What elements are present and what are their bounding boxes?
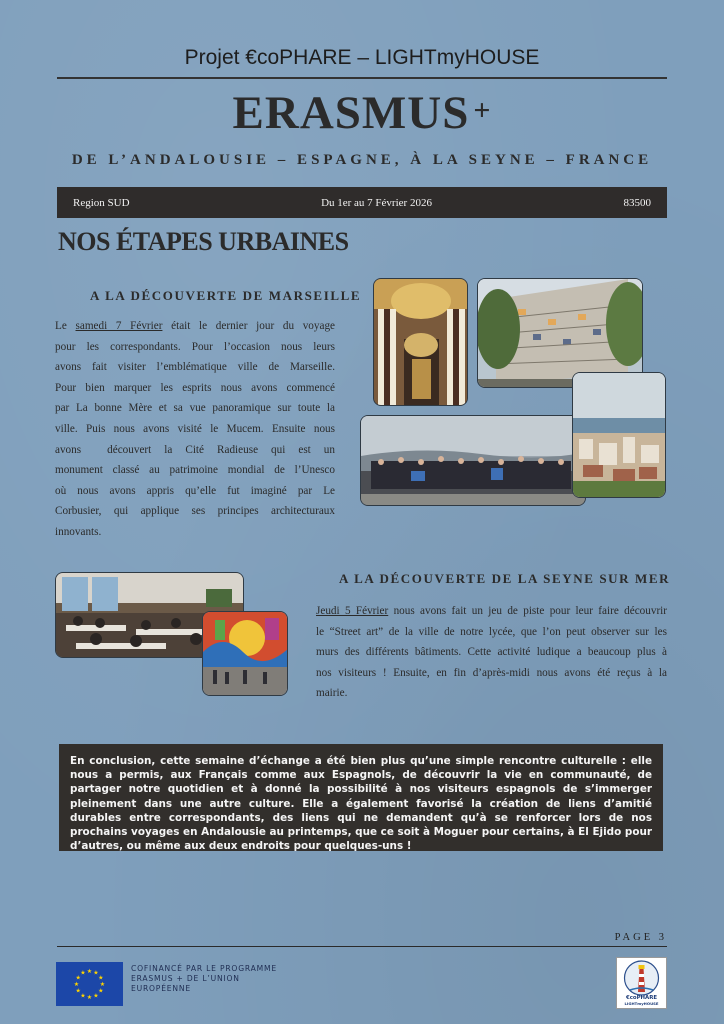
marseille-line: pour les correspondants. Pour l’occasion nous leurs — [55, 340, 335, 353]
eu-star-icon: ★ — [86, 968, 93, 975]
page-number: PAGE 3 — [614, 932, 667, 943]
logo-caption — [617, 995, 666, 1007]
marseille-heading: A LA DÉCOUVERTE DE MARSEILLE — [90, 288, 362, 303]
eu-star-icon: ★ — [73, 981, 80, 988]
marseille-paragraph — [55, 316, 335, 543]
street-art-photo — [202, 611, 288, 696]
seyne-date: Jeudi 5 Février — [316, 605, 389, 617]
marseille-line: Corbusier, qui applique ses principes architecturaux — [55, 505, 335, 518]
info-region: Region SUD — [73, 196, 130, 209]
basilica-interior-photo — [373, 278, 468, 406]
info-dates: Du 1er au 7 Février 2026 — [321, 196, 432, 209]
seyne-line: murs des différents bâtiments. Cette activité ludique a beaucoup plus à — [316, 646, 667, 658]
eu-funding-line: ERASMUS + DE L’UNION — [131, 974, 240, 983]
ecophare-lighthouse-logo — [616, 957, 667, 1009]
masthead-title — [0, 86, 724, 140]
masthead-word: ERASMUS — [232, 87, 470, 139]
header-rule — [57, 77, 667, 79]
eu-funding-line: COFINANCÉ PAR LE PROGRAMME — [131, 964, 277, 973]
eu-funding-line: EUROPÉENNE — [131, 984, 191, 993]
eu-flag-icon — [56, 962, 123, 1006]
marseille-line: où nous avons appris qu’elle fut imaginé par Le — [55, 484, 335, 497]
marseille-line: Pour bien marquer les esprits nous avons commencé — [55, 381, 335, 394]
eu-star-icon: ★ — [75, 974, 81, 982]
eu-star-icon: ★ — [93, 992, 99, 1000]
seyne-line: mairie. — [316, 687, 348, 699]
eu-funding-text — [131, 964, 277, 994]
eu-star-icon: ★ — [75, 987, 81, 995]
marseille-date: samedi 7 Février — [75, 320, 163, 332]
eu-star-icon: ★ — [98, 987, 104, 995]
eu-star-icon: ★ — [98, 974, 104, 982]
eu-star-icon: ★ — [86, 994, 93, 1001]
masthead-plus: + — [473, 94, 492, 127]
marseille-line: monument classé au patrimoine mondial de l’Unesco — [55, 464, 335, 477]
eu-star-icon: ★ — [99, 981, 106, 988]
eu-star-icon: ★ — [80, 969, 86, 977]
section-title: NOS ÉTAPES URBAINES — [58, 227, 349, 256]
info-bar — [57, 187, 667, 218]
eu-star-icon: ★ — [80, 992, 86, 1000]
group-panorama-photo — [360, 415, 586, 506]
marseille-line: par La bonne Mère et sa vue panoramique sur toute la — [55, 402, 335, 415]
seyne-heading: A LA DÉCOUVERTE DE LA SEYNE SUR MER — [339, 571, 671, 586]
footer-rule — [57, 946, 667, 947]
project-title: Projet €coPHARE – LIGHTmyHOUSE — [184, 46, 540, 69]
marseille-line: Le samedi 7 Février était le dernier jour du voyage — [55, 320, 336, 332]
seyne-line: Jeudi 5 Février nous avons fait un jeu de piste pour leur faire découvrir — [316, 605, 668, 617]
eu-star-icon: ★ — [93, 969, 99, 977]
conclusion-box: En conclusion, cette semaine d’échange a été bien plus qu’une simple rencontre culturelle : elle nous a permis, aux Français comme aux Espagnols, de découvrir la vie en communauté, de partager notre quotidien et à donné la possibilité à nos visiteurs espagnols de s’immerger pleinement dans une autre culture. Elle a également favorisé la création de liens d’amitié durables entre correspondants, des liens qui ne demandent qu’à se renforcer lors de nos prochains voyages en Andalousie au printemps, que ce soit à Moguer pour certains, à El Ejido pour d’autres, ou même aux deux endroits pour quelques-uns ! — [59, 744, 663, 851]
marseille-line: ville. Puis nous avons visité le Mucem. Ensuite nous — [55, 422, 335, 435]
marseille-line: avons fait visiter l’emblématique ville de Marseille. — [55, 361, 335, 374]
logo-line-2: LIGHTmyHOUSE — [624, 1001, 659, 1006]
info-postcode: 83500 — [623, 196, 651, 209]
seyne-paragraph — [316, 601, 667, 704]
marseille-line: avons découvert la Cité Radieuse qui est un — [55, 443, 335, 456]
marseille-line: innovants. — [55, 525, 102, 538]
masthead-subtitle: DE L’ANDALOUSIE – ESPAGNE, À LA SEYNE – FRANCE — [71, 152, 653, 168]
logo-line-1: €coPHARE — [625, 995, 658, 1001]
seyne-line: nos visiteurs ! Ensuite, en fin d’après-midi nous avons été reçus à la — [316, 666, 667, 679]
seyne-line: le “Street art” de la ville de notre lycée, que l’on peut observer sur les — [316, 625, 667, 638]
marseille-view-photo — [572, 372, 666, 498]
